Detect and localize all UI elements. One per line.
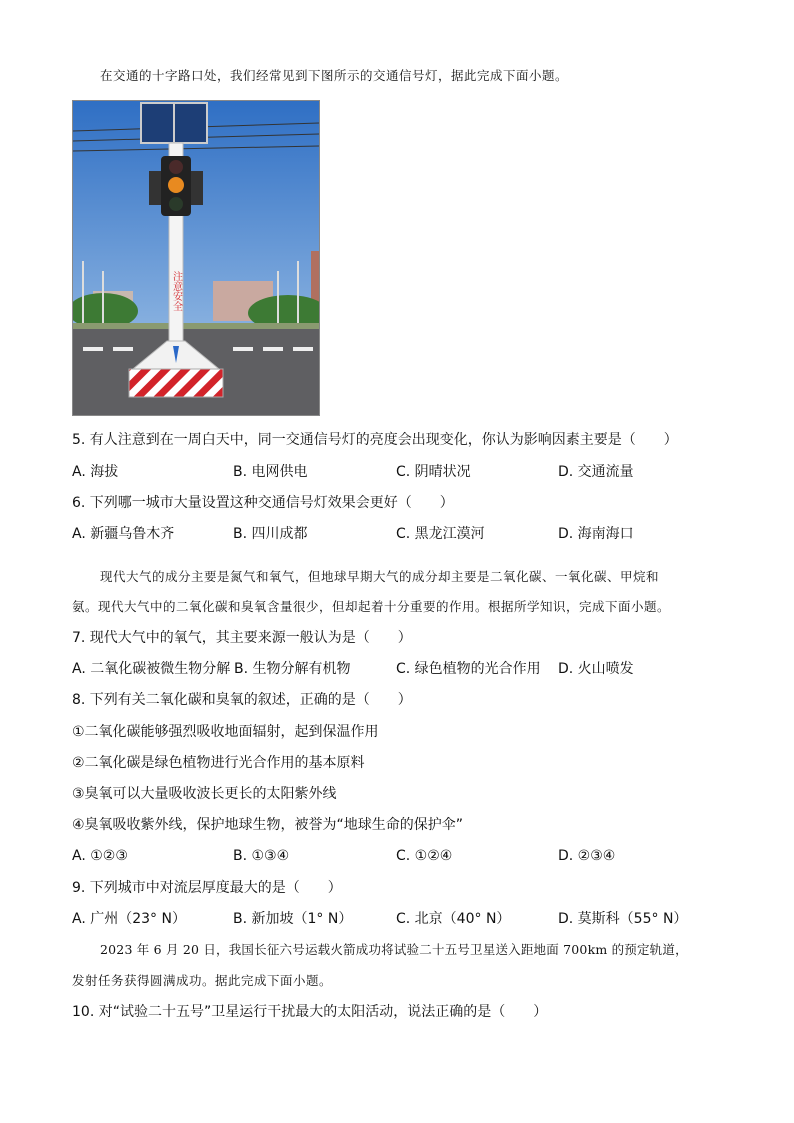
- q7-option-b[interactable]: B. 生物分解有机物: [234, 661, 351, 677]
- q8-statement-2: ②二氧化碳是绿色植物进行光合作用的基本原料: [72, 755, 365, 771]
- q8-option-a[interactable]: A. ①②③: [72, 848, 128, 864]
- intro-satellite-line-2: 发射任务获得圆满成功。据此完成下面小题。: [72, 973, 333, 988]
- intro-atmosphere-line-1: 现代大气的成分主要是氮气和氧气，但地球早期大气的成分却主要是二氧化碳、一氧化碳、甲烷和: [100, 569, 660, 584]
- q7-option-a[interactable]: A. 二氧化碳被微生物分解: [72, 661, 231, 677]
- question-6-stem: 6. 下列哪一城市大量设置这种交通信号灯效果会更好（ ）: [72, 495, 454, 511]
- q7-option-c[interactable]: C. 绿色植物的光合作用: [396, 661, 541, 677]
- question-7-options: [72, 659, 722, 679]
- q8-statement-1: ①二氧化碳能够强烈吸收地面辐射，起到保温作用: [72, 724, 379, 740]
- q5-option-c[interactable]: C. 阴晴状况: [396, 464, 471, 480]
- q8-option-b[interactable]: B. ①③④: [233, 848, 290, 864]
- q5-option-b[interactable]: B. 电网供电: [233, 464, 308, 480]
- question-6-options: [72, 524, 722, 544]
- q5-option-d[interactable]: D. 交通流量: [558, 464, 634, 480]
- q6-option-d[interactable]: D. 海南海口: [558, 526, 634, 542]
- question-7-stem: 7. 现代大气中的氧气，其主要来源一般认为是（ ）: [72, 630, 412, 646]
- intro-atmosphere-line-2: 氨。现代大气中的二氧化碳和臭氧含量很少，但却起着十分重要的作用。根据所学知识，完成下面小题。: [72, 599, 671, 614]
- q8-statement-3: ③臭氧可以大量吸收波长更长的太阳紫外线: [72, 786, 337, 802]
- q6-option-a[interactable]: A. 新疆乌鲁木齐: [72, 526, 175, 542]
- q8-option-d[interactable]: D. ②③④: [558, 848, 616, 864]
- q6-option-b[interactable]: B. 四川成都: [233, 526, 308, 542]
- q7-option-d[interactable]: D. 火山喷发: [558, 661, 634, 677]
- question-10-stem: 10. 对“试验二十五号”卫星运行干扰最大的太阳活动，说法正确的是（ ）: [72, 1004, 548, 1020]
- intro-traffic-light: 在交通的十字路口处，我们经常见到下图所示的交通信号灯，据此完成下面小题。: [100, 68, 569, 83]
- q8-option-c[interactable]: C. ①②④: [396, 848, 453, 864]
- question-9-stem: 9. 下列城市中对流层厚度最大的是（ ）: [72, 880, 342, 896]
- question-8-options: [72, 846, 722, 866]
- traffic-light-illustration: [73, 101, 319, 415]
- q5-option-a[interactable]: A. 海拔: [72, 464, 119, 480]
- question-5-stem: 5. 有人注意到在一周白天中，同一交通信号灯的亮度会出现变化，你认为影响因素主要是（ ）: [72, 432, 678, 448]
- question-8-stem: 8. 下列有关二氧化碳和臭氧的叙述，正确的是（ ）: [72, 692, 412, 708]
- pole-sign-text: 注意安全: [170, 271, 182, 311]
- intro-satellite-line-1: 2023 年 6 月 20 日，我国长征六号运载火箭成功将试验二十五号卫星送入距地面 700km 的预定轨道，: [100, 942, 688, 957]
- q9-option-c[interactable]: C. 北京（40° N）: [396, 911, 511, 927]
- q9-option-b[interactable]: B. 新加坡（1° N）: [233, 911, 353, 927]
- traffic-light-photo: [72, 100, 320, 416]
- question-9-options: [72, 909, 722, 929]
- q8-statement-4: ④臭氧吸收紫外线，保护地球生物，被誉为“地球生命的保护伞”: [72, 817, 464, 833]
- q9-option-d[interactable]: D. 莫斯科（55° N）: [558, 911, 688, 927]
- question-5-options: [72, 462, 722, 482]
- q6-option-c[interactable]: C. 黑龙江漠河: [396, 526, 485, 542]
- q9-option-a[interactable]: A. 广州（23° N）: [72, 911, 186, 927]
